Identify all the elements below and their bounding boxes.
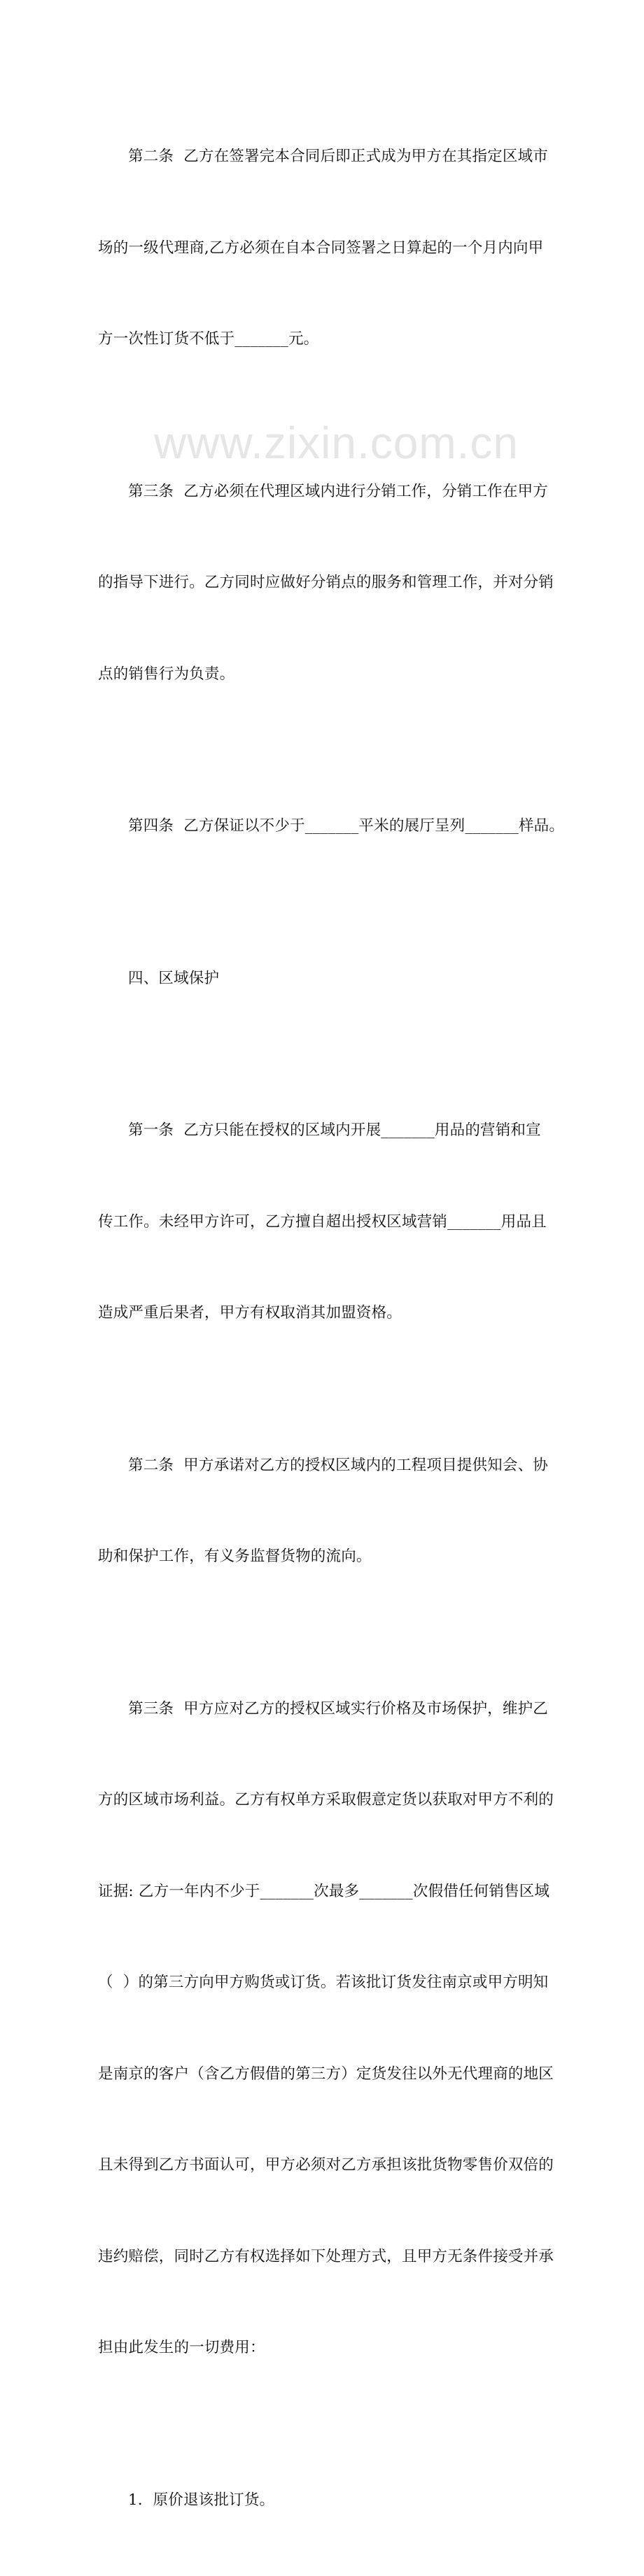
list-item-1 bbox=[98, 2424, 553, 2576]
text-line: 方的区域市场利益。乙方有权单方采取假意定货以获取对甲方不利的 bbox=[98, 1785, 553, 1816]
text-line: 传工作。未经甲方许可，乙方擅自超出授权区域营销_______用品且 bbox=[98, 1207, 553, 1238]
text-line: 的指导下进行。乙方同时应做好分销点的服务和管理工作，并对分销 bbox=[98, 567, 553, 598]
text-line: 第二条 甲方承诺对乙方的授权区域内的工程项目提供知会、协 bbox=[98, 1450, 553, 1481]
text-line: 担由此发生的一切费用： bbox=[98, 2333, 553, 2363]
paragraph-region-article-3 bbox=[98, 1633, 553, 2424]
document-page bbox=[0, 0, 644, 911]
paragraph-region-article-2 bbox=[98, 1389, 553, 1633]
paragraph-region-article-1 bbox=[98, 1054, 553, 1389]
text-line: 造成严重后果者，甲方有权取消其加盟资格。 bbox=[98, 1298, 553, 1329]
text-line: 是南京的客户（含乙方假借的第三方）定货发往以外无代理商的地区 bbox=[98, 2059, 553, 2090]
text-line: 第三条 甲方应对乙方的授权区域实行价格及市场保护，维护乙 bbox=[98, 1694, 553, 1725]
text-line: 助和保护工作，有义务监督货物的流向。 bbox=[98, 1541, 553, 1572]
paragraph-article-4-showroom bbox=[98, 750, 553, 903]
text-line: 且未得到乙方书面认可，甲方必须对乙方承担该批货物零售价双倍的 bbox=[98, 2150, 553, 2181]
text-line: 第一条 乙方只能在授权的区域内开展_______用品的营销和宣 bbox=[98, 1115, 553, 1146]
paragraph-article-3-distribution bbox=[98, 416, 553, 751]
text-line: 违约赔偿，同时乙方有权选择如下处理方式，且甲方无条件接受并承 bbox=[98, 2242, 553, 2272]
text-line: 第四条 乙方保证以不少于_______平米的展厅呈列_______样品。 bbox=[98, 811, 553, 842]
section-heading-region-protection bbox=[98, 903, 553, 1055]
text-line: 证据: 乙方一年内不少于_______次最多_______次假借任何销售区域 bbox=[98, 1876, 553, 1907]
text-line: 第二条 乙方在签署完本合同后即正式成为甲方在其指定区域市 bbox=[98, 141, 553, 172]
text-line: 第三条 乙方必须在代理区域内进行分销工作，分销工作在甲方 bbox=[98, 476, 553, 507]
text-line: 方一次性订货不低于_______元。 bbox=[98, 324, 553, 355]
text-line: 1．原价退该批订货。 bbox=[98, 2485, 553, 2516]
paragraph-article-2-agency bbox=[98, 80, 553, 416]
document-body bbox=[98, 80, 553, 2576]
watermark: www.zixin.com.cn bbox=[154, 417, 519, 469]
section-heading: 四、区域保护 bbox=[98, 963, 553, 994]
text-line: 点的销售行为负责。 bbox=[98, 659, 553, 690]
text-line: （ ）的第三方向甲方购货或订货。若该批订货发往南京或甲方明知 bbox=[98, 1967, 553, 1998]
text-line: 场的一级代理商,乙方必须在自本合同签署之日算起的一个月内向甲 bbox=[98, 233, 553, 264]
